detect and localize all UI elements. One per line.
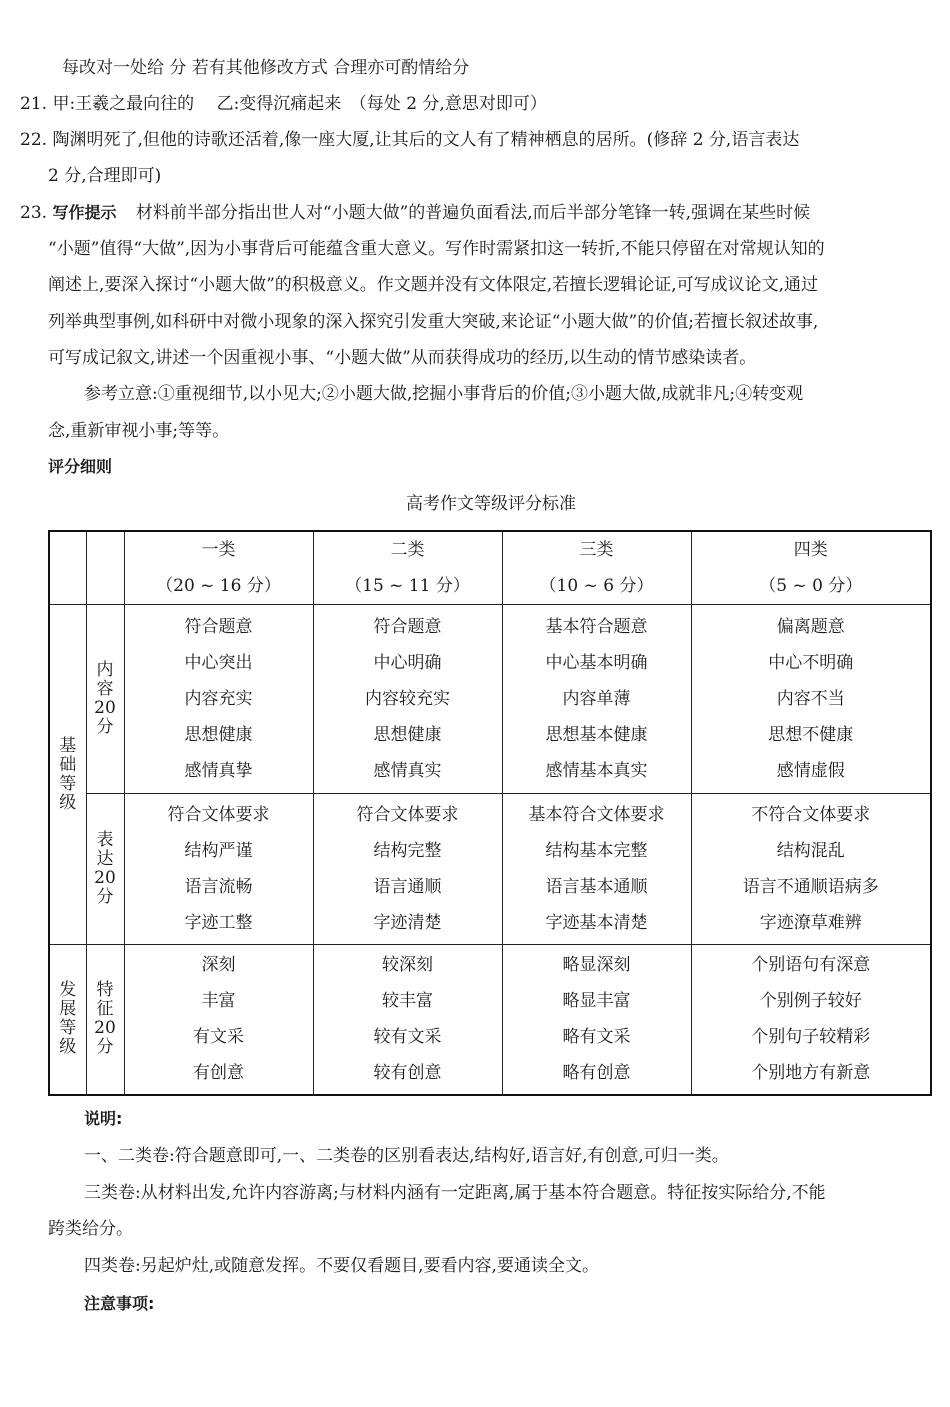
q23-heading: 写作提示 [52,203,117,222]
feature-row [49,945,931,1095]
q21 [20,92,547,116]
expression-row [49,794,931,945]
q23-text-line5: 可写成记叙文,讲述一个因重视小事、“小题大做”从而获得成功的经历,以生动的情节感染读者。 [48,348,757,368]
expression-class-3: 基本符合文体要求 结构基本完整 语言基本通顺 字迹基本清楚 [502,794,691,945]
note-line1: 一、二类卷:符合题意即可,一、二类卷的区别看表达,结构好,语言好,有创意,可归一类。 [84,1146,729,1166]
scoring-title: 评分细则 [48,457,113,476]
note-line3: 跨类给分。 [48,1219,133,1239]
reference-line2: 念,重新审视小事;等等。 [48,421,230,441]
q21-answer: 甲:王羲之最向往的 乙:变得沉痛起来 （每处 2 分,意思对即可） [52,94,547,114]
header-class-2: 二类 （15 ~ 11 分） [313,531,502,605]
content-class-2: 符合题意 中心明确 内容较充实 思想健康 感情真实 [313,605,502,794]
q23 [20,201,810,225]
q21-number: 21. [20,94,48,114]
feature-class-2: 较深刻 较丰富 较有文采 较有创意 [313,945,502,1095]
q22-answer-line1: 陶渊明死了,但他的诗歌还活着,像一座大厦,让其后的文人有了精神栖息的居所。(修辞 2 分,语言表达 [52,130,800,150]
header-class-3: 三类 （10 ~ 6 分） [502,531,691,605]
note-line2: 三类卷:从材料出发,允许内容游离;与材料内涵有一定距离,属于基本符合题意。特征按实际给分,不能 [84,1183,826,1203]
q23-text-line4: 列举典型事例,如科研中对微小现象的深入探究引发重大突破,来论证“小题大做”的价值;若擅长叙述故事, [48,312,819,332]
group-basic-label: 基 础 等 级 [49,605,86,945]
q23-text-line2: “小题”值得“大做”,因为小事背后可能蕴含重大意义。写作时需紧扣这一转折,不能只停留在对常规认知的 [48,239,825,259]
content-row [49,605,931,794]
content-label: 内 容 20 分 [86,605,124,794]
attention-title: 注意事项: [84,1294,155,1313]
expression-class-1: 符合文体要求 结构严谨 语言流畅 字迹工整 [124,794,313,945]
expression-class-2: 符合文体要求 结构完整 语言通顺 字迹清楚 [313,794,502,945]
feature-label: 特 征 20 分 [86,945,124,1095]
group-develop-label: 发 展 等 级 [49,945,86,1095]
line-scoring-note: 每改对一处给 分 若有其他修改方式 合理亦可酌情给分 [62,58,470,78]
q23-text-line3: 阐述上,要深入探讨“小题大做”的积极意义。作文题并没有文体限定,若擅长逻辑论证,可写成议论文,通过 [48,275,818,295]
note-title: 说明: [84,1109,123,1128]
feature-class-1: 深刻 丰富 有文采 有创意 [124,945,313,1095]
q22-answer-line2: 2 分,合理即可) [48,166,162,186]
q23-text-line1: 材料前半部分指出世人对“小题大做”的普遍负面看法,而后半部分笔锋一转,强调在某些时候 [135,203,811,223]
content-class-4: 偏离题意 中心不明确 内容不当 思想不健康 感情虚假 [691,605,931,794]
expression-class-4: 不符合文体要求 结构混乱 语言不通顺语病多 字迹潦草难辨 [691,794,931,945]
feature-class-3: 略显深刻 略显丰富 略有文采 略有创意 [502,945,691,1095]
corner-cell [49,531,86,605]
grading-table [48,530,932,1096]
q23-number: 23. [20,203,48,223]
table-header-row [49,531,931,605]
content-class-1: 符合题意 中心突出 内容充实 思想健康 感情真挚 [124,605,313,794]
header-class-1: 一类 （20 ~ 16 分） [124,531,313,605]
corner-cell [86,531,124,605]
feature-class-4: 个别语句有深意 个别例子较好 个别句子较精彩 个别地方有新意 [691,945,931,1095]
note-line4: 四类卷:另起炉灶,或随意发挥。不要仅看题目,要看内容,要通读全文。 [84,1256,599,1276]
content-class-3: 基本符合题意 中心基本明确 内容单薄 思想基本健康 感情基本真实 [502,605,691,794]
q22 [20,128,799,152]
reference-line1: 参考立意:①重视细节,以小见大;②小题大做,挖掘小事背后的价值;③小题大做,成就非凡;④转变观 [84,384,804,404]
table-title: 高考作文等级评分标准 [406,494,576,514]
header-class-4: 四类 （5 ~ 0 分） [691,531,931,605]
expression-label: 表 达 20 分 [86,794,124,945]
q22-number: 22. [20,130,48,150]
